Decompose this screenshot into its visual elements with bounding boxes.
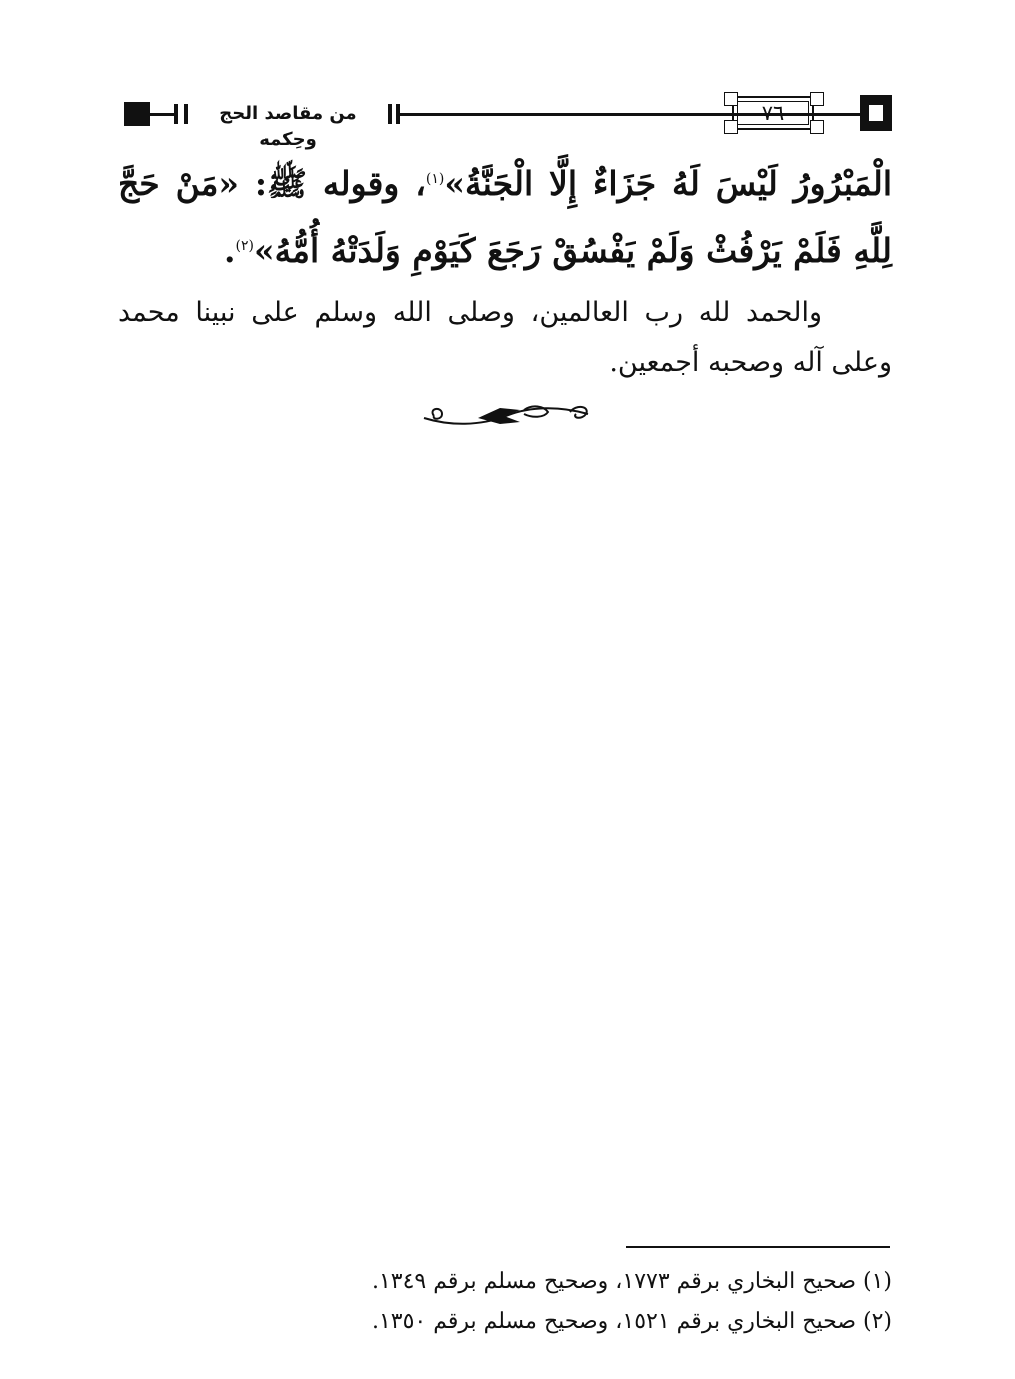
- frame-corner-icon: [810, 120, 824, 134]
- footnote-1: (١) صحيح البخاري برقم ١٧٧٣، وصحيح مسلم برقم ١٣٤٩.: [371, 1269, 892, 1294]
- header-left-line: [150, 113, 174, 116]
- footnotes: [118, 1262, 892, 1342]
- header-title-right-bar: [388, 104, 392, 124]
- page-number-frame: [716, 94, 832, 134]
- footnote-ref-1: (١): [425, 171, 445, 187]
- header-left-bar: [174, 104, 178, 124]
- footnote-2: (٢) صحيح البخاري برقم ١٥٢١، وصحيح مسلم برقم ١٣٥٠.: [371, 1309, 892, 1334]
- ornament-flourish-icon: [420, 396, 592, 434]
- hadith-part-2: ، وقوله ﷺ: «مَنْ حَجَّ لِلَّهِ فَلَمْ يَرْفُثْ وَلَمْ يَفْسُقْ رَجَعَ كَيَوْمِ وَلَدَتْهُ أُمُّهُ»: [118, 164, 892, 270]
- frame-corner-icon: [810, 92, 824, 106]
- hadith-text: [118, 148, 892, 282]
- square-frame-icon: [860, 95, 892, 131]
- frame-corner-icon: [724, 92, 738, 106]
- running-header: [120, 92, 896, 150]
- frame-corner-icon: [724, 120, 738, 134]
- header-title-left-bar: [184, 104, 188, 124]
- closing-paragraph: والحمد لله رب العالمين، وصلى الله وسلم على نبينا محمد وعلى آله وصحبه أجمعين.: [118, 297, 892, 378]
- footnote-ref-2: (٢): [235, 238, 254, 254]
- header-left-block: [124, 102, 150, 126]
- footnote-separator: [626, 1246, 890, 1248]
- hadith-part-1: الْمَبْرُورُ لَيْسَ لَهُ جَزَاءٌ إِلَّا الْجَنَّةُ»: [444, 164, 892, 203]
- page-number: ٧٦: [761, 101, 785, 125]
- running-title: من مقاصد الحج وحِكمه: [219, 103, 357, 150]
- hadith-end: .: [224, 231, 236, 270]
